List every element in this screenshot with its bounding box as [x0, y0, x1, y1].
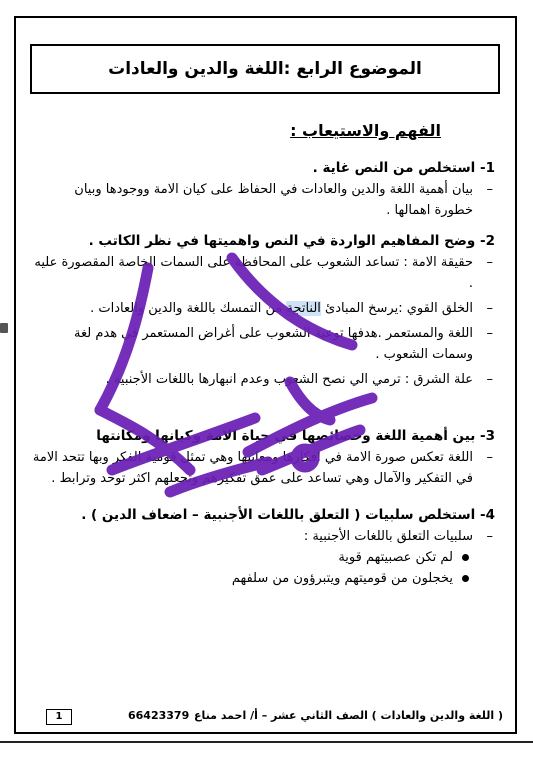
- dash-marker: –: [486, 182, 493, 197]
- dash-marker: –: [486, 529, 493, 544]
- question-title: 4- استخلص سلبيات ( التعلق باللغات الأجنبية – اضعاف الدين ) .: [81, 507, 495, 523]
- answer-item: [32, 526, 495, 547]
- bullet-dot: [462, 554, 469, 561]
- answer-item: [32, 179, 495, 221]
- footer-text: ( اللغة والدين والعادات ) الصف الثاني عشر – أ/ احمد مناع: [194, 709, 503, 722]
- bullet-dot: [462, 575, 469, 582]
- dash-marker: –: [486, 372, 493, 387]
- question-block: [32, 158, 495, 221]
- answer-item: [32, 323, 495, 365]
- bullet-item: [32, 568, 495, 589]
- page-number: 1: [46, 709, 72, 725]
- answer-text: من التمسك باللغة والدين والعادات .: [90, 301, 287, 316]
- answer-text: بيان أهمية اللغة والدين والعادات في الحفاظ على كيان الامة ووجودها وبيان خطورة اهمالها .: [74, 182, 473, 218]
- dash-marker: –: [486, 450, 493, 465]
- question-block: [32, 505, 495, 589]
- bullet-text: لم تكن عصبيتهم قوية: [338, 550, 453, 565]
- answer-item: [32, 447, 495, 489]
- answer-item: [32, 252, 495, 294]
- answer-item: [32, 298, 495, 319]
- selected-text[interactable]: الناتجة: [286, 301, 321, 316]
- page-title: الموضوع الرابع :اللغة والدين والعادات: [108, 59, 422, 79]
- answer-text: اللغة تعكس صورة الامة في افكارها ومعانيها وهي تمثل قومية الفكر وبها تتحد الامة في التفكير والآمال وهي تساعد على عمق تفكيرهم وتجعلهم اكثر توحد وترابط .: [32, 450, 473, 486]
- question-title: 2- وضح المفاهيم الواردة في النص واهميتها في نظر الكاتب .: [88, 233, 495, 249]
- answer-text: الخلق القوي :يرسخ المبادئ: [320, 301, 473, 316]
- bottom-divider: [0, 741, 533, 743]
- answer-item: [32, 369, 495, 390]
- comment-marker-icon[interactable]: [0, 323, 8, 333]
- question-title: 1- استخلص من النص غاية .: [312, 160, 495, 176]
- dash-marker: –: [486, 301, 493, 316]
- answer-text: علة الشرق : ترمي الي نصح الشعوب وعدم انبهارها باللغات الأجنبية .: [105, 372, 473, 387]
- answer-text: اللغة والمستعمر .هدفها توعية الشعوب على أغراض المستعمر في هدم لغة وسمات الشعوب .: [73, 326, 473, 362]
- question-title: 3- بين أهمية اللغة وخصائصها في حياة الامة وكيانها ومكانتها: [96, 428, 495, 444]
- answer-text: حقيقة الامة : تساعد الشعوب على المحافظة على السمات الخاصة المقصورة عليه .: [34, 255, 473, 291]
- dash-marker: –: [486, 326, 493, 341]
- dash-marker: –: [486, 255, 493, 270]
- bullet-item: [32, 547, 495, 568]
- section-heading: الفهم والاستيعاب :: [290, 121, 441, 140]
- title-box: [30, 44, 500, 94]
- footer-phone: 66423379: [128, 709, 190, 722]
- page-footer: [30, 709, 503, 727]
- answer-text: سلبيات التعلق باللغات الأجنبية :: [303, 529, 473, 544]
- document-body: [32, 158, 495, 589]
- question-block: [32, 231, 495, 390]
- question-block: [32, 426, 495, 489]
- bullet-text: يخجلون من قوميتهم ويتبرؤون من سلفهم: [231, 571, 453, 586]
